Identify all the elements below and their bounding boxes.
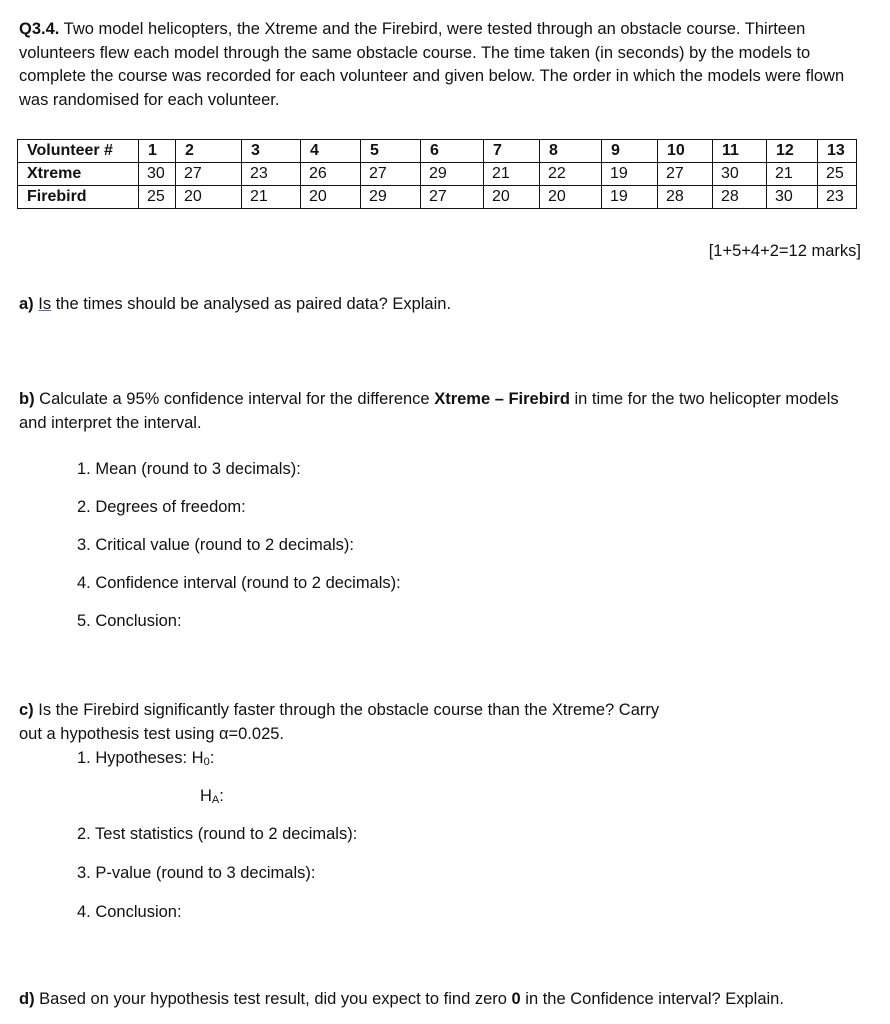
part-b-text-before: Calculate a 95% confidence interval for the difference — [34, 390, 435, 408]
time-value-cell: 20 — [484, 186, 540, 209]
time-value-cell: 30 — [713, 163, 767, 186]
ha-colon: : — [219, 787, 224, 805]
ha-label: H — [200, 787, 212, 805]
part-c-item-test-statistic: 2. Test statistics (round to 2 decimals): — [77, 825, 358, 843]
time-value-cell: 30 — [767, 186, 818, 209]
time-value-cell: 27 — [176, 163, 242, 186]
row-label-cell: Xtreme — [18, 163, 139, 186]
question-intro — [19, 18, 869, 112]
part-d-label: d) — [19, 990, 35, 1008]
part-c-item-p-value: 3. P-value (round to 3 decimals): — [77, 864, 316, 882]
volunteer-number-cell: 1 — [139, 140, 176, 163]
part-c-item-conclusion: 4. Conclusion: — [77, 903, 182, 921]
part-b-item-mean: 1. Mean (round to 3 decimals): — [77, 460, 301, 478]
volunteer-number-cell: 12 — [767, 140, 818, 163]
time-value-cell: 19 — [602, 186, 658, 209]
row-label-cell: Firebird — [18, 186, 139, 209]
time-value-cell: 20 — [540, 186, 602, 209]
table-header-label: Volunteer # — [18, 140, 139, 163]
volunteer-number-cell: 3 — [242, 140, 301, 163]
part-b-item-df: 2. Degrees of freedom: — [77, 498, 246, 516]
part-b — [19, 387, 859, 435]
part-c-label: c) — [19, 701, 34, 719]
part-b-text-after: in time for the two helicopter models and interpret the interval. — [19, 390, 839, 432]
part-c — [19, 698, 869, 746]
volunteer-number-cell: 2 — [176, 140, 242, 163]
volunteer-number-cell: 11 — [713, 140, 767, 163]
time-value-cell: 21 — [767, 163, 818, 186]
volunteer-number-cell: 9 — [602, 140, 658, 163]
part-c-hypotheses-h0 — [77, 749, 214, 768]
ha-subscript: A — [211, 794, 220, 806]
time-value-cell: 28 — [713, 186, 767, 209]
h0-subscript: 0 — [203, 756, 210, 768]
time-value-cell: 28 — [658, 186, 713, 209]
time-value-cell: 23 — [242, 163, 301, 186]
volunteer-number-cell: 4 — [301, 140, 361, 163]
question-text: Two model helicopters, the Xtreme and the Firebird, were tested through an obstacle course. Thirteen volunteers flew each model through the same obstacle course. The time taken (in seconds) by the models to complete the course was recorded for each volunteer and given below. The order in which the models were flown was randomised for each volunteer. — [19, 20, 845, 109]
time-value-cell: 27 — [421, 186, 484, 209]
volunteer-number-cell: 5 — [361, 140, 421, 163]
part-d-bold-zero: 0 — [511, 990, 521, 1008]
time-value-cell: 25 — [139, 186, 176, 209]
volunteer-number-cell: 13 — [818, 140, 857, 163]
part-c-line1: Is the Firebird significantly faster through the obstacle course than the Xtreme? Carry — [33, 701, 660, 719]
marks-allocation: [1+5+4+2=12 marks] — [708, 242, 861, 260]
part-a — [19, 292, 869, 316]
time-value-cell: 25 — [818, 163, 857, 186]
hypotheses-label: 1. Hypotheses: H — [77, 749, 204, 767]
table-header-row — [18, 140, 857, 163]
part-a-text: the times should be analysed as paired data? Explain. — [51, 295, 452, 313]
time-value-cell: 19 — [602, 163, 658, 186]
time-value-cell: 21 — [242, 186, 301, 209]
part-a-first-word: Is — [38, 295, 52, 313]
part-c-line2: out a hypothesis test using α=0.025. — [19, 725, 285, 743]
part-b-item-conclusion: 5. Conclusion: — [77, 612, 182, 630]
time-value-cell: 29 — [421, 163, 484, 186]
part-b-bold-term: Xtreme – Firebird — [434, 390, 570, 408]
part-c-hypotheses-ha — [200, 787, 224, 806]
table-row — [18, 186, 857, 209]
question-number: Q3.4. — [19, 20, 60, 38]
part-b-item-confidence-interval: 4. Confidence interval (round to 2 decimals): — [77, 574, 401, 592]
volunteer-number-cell: 10 — [658, 140, 713, 163]
part-b-item-critical-value: 3. Critical value (round to 2 decimals): — [77, 536, 354, 554]
time-value-cell: 20 — [301, 186, 361, 209]
time-value-cell: 21 — [484, 163, 540, 186]
part-d-text-after: in the Confidence interval? Explain. — [520, 990, 784, 1008]
part-b-label: b) — [19, 390, 35, 408]
part-d-text-before: Based on your hypothesis test result, did you expect to find zero — [34, 990, 512, 1008]
time-value-cell: 29 — [361, 186, 421, 209]
time-value-cell: 23 — [818, 186, 857, 209]
part-d — [19, 987, 869, 1011]
time-value-cell: 27 — [658, 163, 713, 186]
time-value-cell: 20 — [176, 186, 242, 209]
volunteer-number-cell: 6 — [421, 140, 484, 163]
time-value-cell: 30 — [139, 163, 176, 186]
volunteer-number-cell: 7 — [484, 140, 540, 163]
time-value-cell: 26 — [301, 163, 361, 186]
table-row — [18, 163, 857, 186]
h0-colon: : — [209, 749, 215, 767]
time-value-cell: 22 — [540, 163, 602, 186]
data-table — [17, 139, 857, 209]
volunteer-number-cell: 8 — [540, 140, 602, 163]
time-value-cell: 27 — [361, 163, 421, 186]
part-a-label: a) — [19, 295, 34, 313]
